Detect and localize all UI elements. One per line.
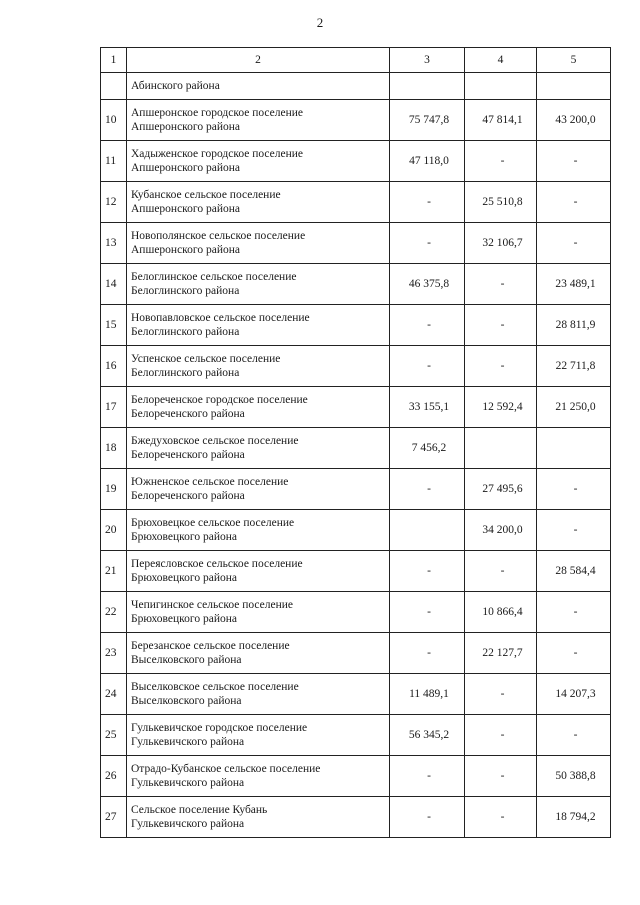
row-number: 15 [101, 305, 127, 346]
table-row [101, 305, 611, 346]
district-name: Апшеронского района [131, 121, 241, 133]
settlement-name-cell [127, 756, 390, 797]
settlement-name: Кубанское сельское поселение [131, 189, 281, 201]
value-col-5: 14 207,3 [537, 674, 611, 715]
table-row [101, 141, 611, 182]
row-number: 12 [101, 182, 127, 223]
settlement-name: Белоглинское сельское поселение [131, 271, 297, 283]
district-name: Гулькевичского района [131, 777, 245, 789]
row-number: 10 [101, 100, 127, 141]
settlement-name: Новопавловское сельское поселение [131, 312, 310, 324]
value-col-3: - [390, 182, 465, 223]
page-number: 2 [316, 15, 324, 30]
table-row [101, 510, 611, 551]
value-col-4: - [465, 264, 537, 305]
continuation-name-cell: Абинского района [127, 73, 390, 100]
settlement-name: Переясловское сельское поселение [131, 558, 303, 570]
row-number: 22 [101, 592, 127, 633]
table-row [101, 469, 611, 510]
settlement-name-cell [127, 346, 390, 387]
value-col-3: - [390, 469, 465, 510]
value-col-4: 10 866,4 [465, 592, 537, 633]
table-row [101, 182, 611, 223]
value-col-4: 25 510,8 [465, 182, 537, 223]
table-row [101, 264, 611, 305]
value-col-4: - [465, 715, 537, 756]
continuation-cell-5 [537, 73, 611, 100]
value-col-5: 28 584,4 [537, 551, 611, 592]
district-name: Белореченского района [131, 449, 245, 461]
value-col-5: 23 489,1 [537, 264, 611, 305]
value-col-5: - [537, 182, 611, 223]
continuation-cell-3 [390, 73, 465, 100]
value-col-5: 28 811,9 [537, 305, 611, 346]
value-col-3 [390, 510, 465, 551]
table-row [101, 223, 611, 264]
value-col-4: 27 495,6 [465, 469, 537, 510]
value-col-4: 34 200,0 [465, 510, 537, 551]
value-col-3: 47 118,0 [390, 141, 465, 182]
district-name: Апшеронского района [131, 162, 241, 174]
table-row [101, 797, 611, 838]
settlement-name-cell [127, 797, 390, 838]
continuation-cell-4 [465, 73, 537, 100]
table-row [101, 674, 611, 715]
settlement-name: Бжедуховское сельское поселение [131, 435, 299, 447]
value-col-4: - [465, 141, 537, 182]
settlement-name: Хадыженское городское поселение [131, 148, 303, 160]
table-row [101, 592, 611, 633]
settlement-name: Южненское сельское поселение [131, 476, 289, 488]
settlements-table [100, 47, 611, 838]
header-cell-2: 2 [127, 48, 390, 73]
row-number: 25 [101, 715, 127, 756]
continuation-number-cell [101, 73, 127, 100]
district-name: Брюховецкого района [131, 572, 238, 584]
value-col-5: 21 250,0 [537, 387, 611, 428]
row-number: 21 [101, 551, 127, 592]
row-number: 24 [101, 674, 127, 715]
value-col-5: - [537, 510, 611, 551]
table-row [101, 756, 611, 797]
value-col-3: - [390, 346, 465, 387]
header-row [101, 48, 611, 73]
district-name: Выселковского района [131, 654, 242, 666]
district-name: Белореченского района [131, 490, 245, 502]
value-col-3: - [390, 633, 465, 674]
value-col-4: - [465, 346, 537, 387]
table-row [101, 633, 611, 674]
settlement-name: Белореченское городское поселение [131, 394, 308, 406]
district-name: Апшеронского района [131, 203, 241, 215]
district-name: Апшеронского района [131, 244, 241, 256]
settlement-name-cell [127, 715, 390, 756]
row-number: 20 [101, 510, 127, 551]
value-col-4: - [465, 756, 537, 797]
row-number: 26 [101, 756, 127, 797]
value-col-3: 33 155,1 [390, 387, 465, 428]
value-col-4: - [465, 674, 537, 715]
settlement-name: Березанское сельское поселение [131, 640, 290, 652]
value-col-5: 18 794,2 [537, 797, 611, 838]
value-col-3: 11 489,1 [390, 674, 465, 715]
district-name: Белореченского района [131, 408, 245, 420]
district-name: Белоглинского района [131, 367, 240, 379]
settlement-name-cell [127, 141, 390, 182]
settlement-name-cell [127, 510, 390, 551]
value-col-5: 50 388,8 [537, 756, 611, 797]
settlement-name-cell [127, 633, 390, 674]
row-number: 23 [101, 633, 127, 674]
district-name: Белоглинского района [131, 285, 240, 297]
settlement-name: Гулькевичское городское поселение [131, 722, 308, 734]
settlement-name: Новополянское сельское поселение [131, 230, 306, 242]
table-row [101, 551, 611, 592]
district-name: Брюховецкого района [131, 531, 238, 543]
table-row [101, 346, 611, 387]
district-name: Брюховецкого района [131, 613, 238, 625]
value-col-5: 43 200,0 [537, 100, 611, 141]
settlement-name-cell [127, 223, 390, 264]
value-col-3: 7 456,2 [390, 428, 465, 469]
settlement-name: Выселковское сельское поселение [131, 681, 299, 693]
value-col-5: - [537, 469, 611, 510]
settlement-name: Успенское сельское поселение [131, 353, 281, 365]
settlement-name-cell [127, 551, 390, 592]
settlement-name-cell [127, 592, 390, 633]
continuation-row [101, 73, 611, 100]
settlement-name-cell [127, 428, 390, 469]
header-cell-3: 3 [390, 48, 465, 73]
value-col-5: - [537, 141, 611, 182]
value-col-5: 22 711,8 [537, 346, 611, 387]
settlement-name-cell [127, 674, 390, 715]
value-col-3: - [390, 756, 465, 797]
value-col-5 [537, 428, 611, 469]
table-row [101, 715, 611, 756]
settlement-name-cell [127, 264, 390, 305]
row-number: 11 [101, 141, 127, 182]
value-col-4: 22 127,7 [465, 633, 537, 674]
district-name: Выселковского района [131, 695, 242, 707]
value-col-3: - [390, 223, 465, 264]
header-cell-5: 5 [537, 48, 611, 73]
value-col-3: 56 345,2 [390, 715, 465, 756]
table-row [101, 428, 611, 469]
settlement-name: Брюховецкое сельское поселение [131, 517, 295, 529]
row-number: 27 [101, 797, 127, 838]
district-name: Гулькевичского района [131, 818, 245, 830]
settlement-name-cell [127, 182, 390, 223]
settlement-name-cell [127, 305, 390, 346]
value-col-3: - [390, 551, 465, 592]
row-number: 13 [101, 223, 127, 264]
row-number: 14 [101, 264, 127, 305]
value-col-3: 75 747,8 [390, 100, 465, 141]
value-col-5: - [537, 633, 611, 674]
settlement-name-cell [127, 100, 390, 141]
settlement-name-cell [127, 469, 390, 510]
value-col-3: - [390, 797, 465, 838]
district-name: Гулькевичского района [131, 736, 245, 748]
settlement-name: Апшеронское городское поселение [131, 107, 304, 119]
settlement-name: Отрадо-Кубанское сельское поселение [131, 763, 321, 775]
settlement-name: Чепигинское сельское поселение [131, 599, 293, 611]
settlement-name: Сельское поселение Кубань [131, 804, 268, 816]
district-name: Белоглинского района [131, 326, 240, 338]
value-col-3: 46 375,8 [390, 264, 465, 305]
row-number: 18 [101, 428, 127, 469]
value-col-4: - [465, 551, 537, 592]
value-col-5: - [537, 715, 611, 756]
settlement-name-cell [127, 387, 390, 428]
header-cell-4: 4 [465, 48, 537, 73]
value-col-4: - [465, 797, 537, 838]
value-col-4: 32 106,7 [465, 223, 537, 264]
table-row [101, 100, 611, 141]
row-number: 19 [101, 469, 127, 510]
row-number: 16 [101, 346, 127, 387]
value-col-3: - [390, 305, 465, 346]
value-col-4: 12 592,4 [465, 387, 537, 428]
row-number: 17 [101, 387, 127, 428]
value-col-5: - [537, 223, 611, 264]
value-col-4 [465, 428, 537, 469]
table-row [101, 387, 611, 428]
value-col-4: 47 814,1 [465, 100, 537, 141]
header-cell-1: 1 [101, 48, 127, 73]
value-col-4: - [465, 305, 537, 346]
value-col-3: - [390, 592, 465, 633]
value-col-5: - [537, 592, 611, 633]
